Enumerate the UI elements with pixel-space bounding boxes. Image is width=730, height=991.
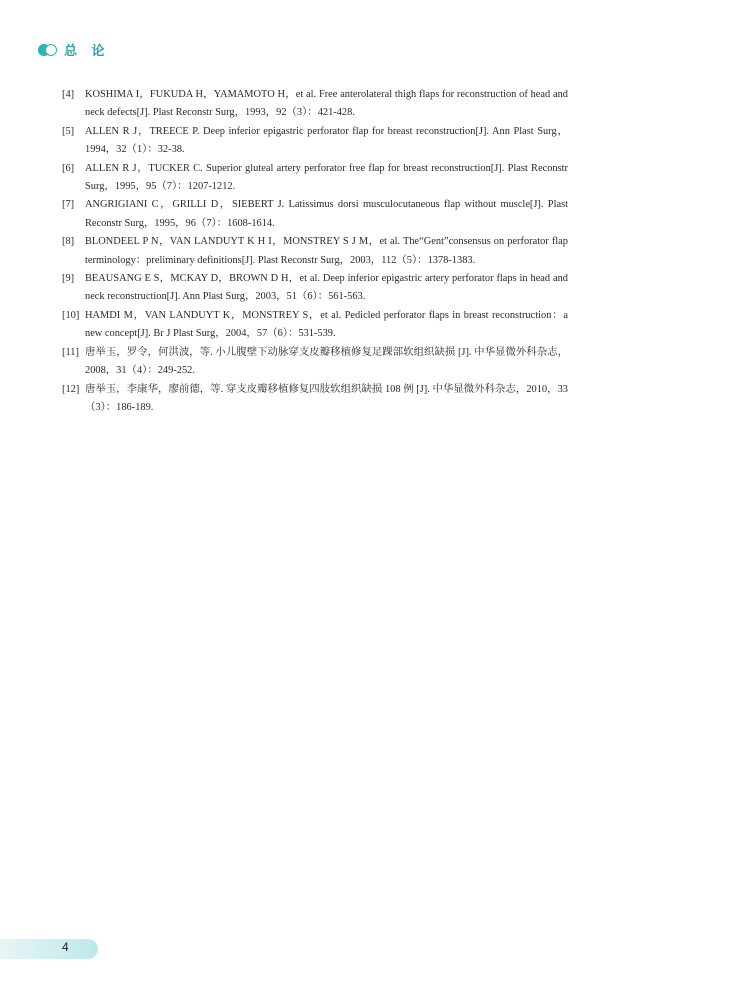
reference-number: [4] xyxy=(62,89,75,100)
reference-text: 唐举玉，罗令，何洪波，等. 小儿腹壁下动脉穿支皮瓣移植修复足踝部软组织缺损 [J]. 中华显微外科杂志，2008，31（4）：249-252. xyxy=(85,346,568,377)
page-number: 4 xyxy=(62,940,69,954)
section-logo-icon xyxy=(38,43,58,57)
reference-list xyxy=(62,86,568,417)
reference-item xyxy=(62,233,568,270)
reference-number: [8] xyxy=(62,236,75,248)
reference-item xyxy=(62,123,568,160)
reference-text: ALLEN R J，TUCKER C. Superior gluteal artery perforator free flap for breast reconstruction[J]. Plast Reconstr Surg，1995，95（7）：1207-1212. xyxy=(85,162,568,193)
reference-item xyxy=(62,86,568,123)
reference-text: HAMDI M，VAN LANDUYT K，MONSTREY S，et al. Pedicled perforator flaps in breast reconstruction：a new concept[J]. Br J Plast Surg，2004，57（6）：531-539. xyxy=(85,309,568,340)
reference-text: KOSHIMA I，FUKUDA H，YAMAMOTO H，et al. Free anterolateral thigh flaps for reconstruction of head and neck defects[J]. Plast Reconstr Surg，1993，92（3）：421-428. xyxy=(85,89,568,119)
reference-item xyxy=(62,160,568,197)
reference-item xyxy=(62,196,568,233)
reference-text: ANGRIGIANI C，GRILLI D，SIEBERT J. Latissimus dorsi musculocutaneous flap without muscle[J]. Plast Reconstr Surg，1995，96（7）：1608-1614. xyxy=(85,199,568,229)
reference-number: [11] xyxy=(62,346,79,358)
reference-text: BLONDEEL P N，VAN LANDUYT K H I，MONSTREY S J M，et al. The“Gent”consensus on perforator flap terminology：preliminary definitions[J]. Plast Reconstr Surg，2003，112（5）：1378-1383. xyxy=(85,236,568,266)
reference-text: BEAUSANG E S，MCKAY D，BROWN D H，et al. Deep inferior epigastric artery perforator flaps in head and neck reconstruction[J]. Ann Plast Surg，2003，51（6）：561-563. xyxy=(85,273,568,303)
reference-number: [12] xyxy=(62,383,80,395)
reference-number: [9] xyxy=(62,273,75,285)
reference-item xyxy=(62,381,568,418)
section-title: 总 论 xyxy=(64,44,110,59)
reference-item xyxy=(62,307,568,344)
reference-item xyxy=(62,344,568,381)
reference-text: ALLEN R J，TREECE P. Deep inferior epigastric perforator flap for breast reconstruction[J]. Ann Plast Surg，1994，32（1）：32-38. xyxy=(85,125,568,156)
reference-number: [7] xyxy=(62,199,75,211)
reference-item xyxy=(62,270,568,307)
reference-text: 唐举玉，李康华，廖前德，等. 穿支皮瓣移植修复四肢软组织缺损 108 例 [J]. 中华显微外科杂志，2010，33（3）：186-189. xyxy=(85,383,568,413)
reference-number: [6] xyxy=(62,162,75,174)
footer-band xyxy=(0,939,98,959)
reference-number: [5] xyxy=(62,125,75,137)
reference-number: [10] xyxy=(62,309,80,321)
section-header xyxy=(38,40,110,59)
